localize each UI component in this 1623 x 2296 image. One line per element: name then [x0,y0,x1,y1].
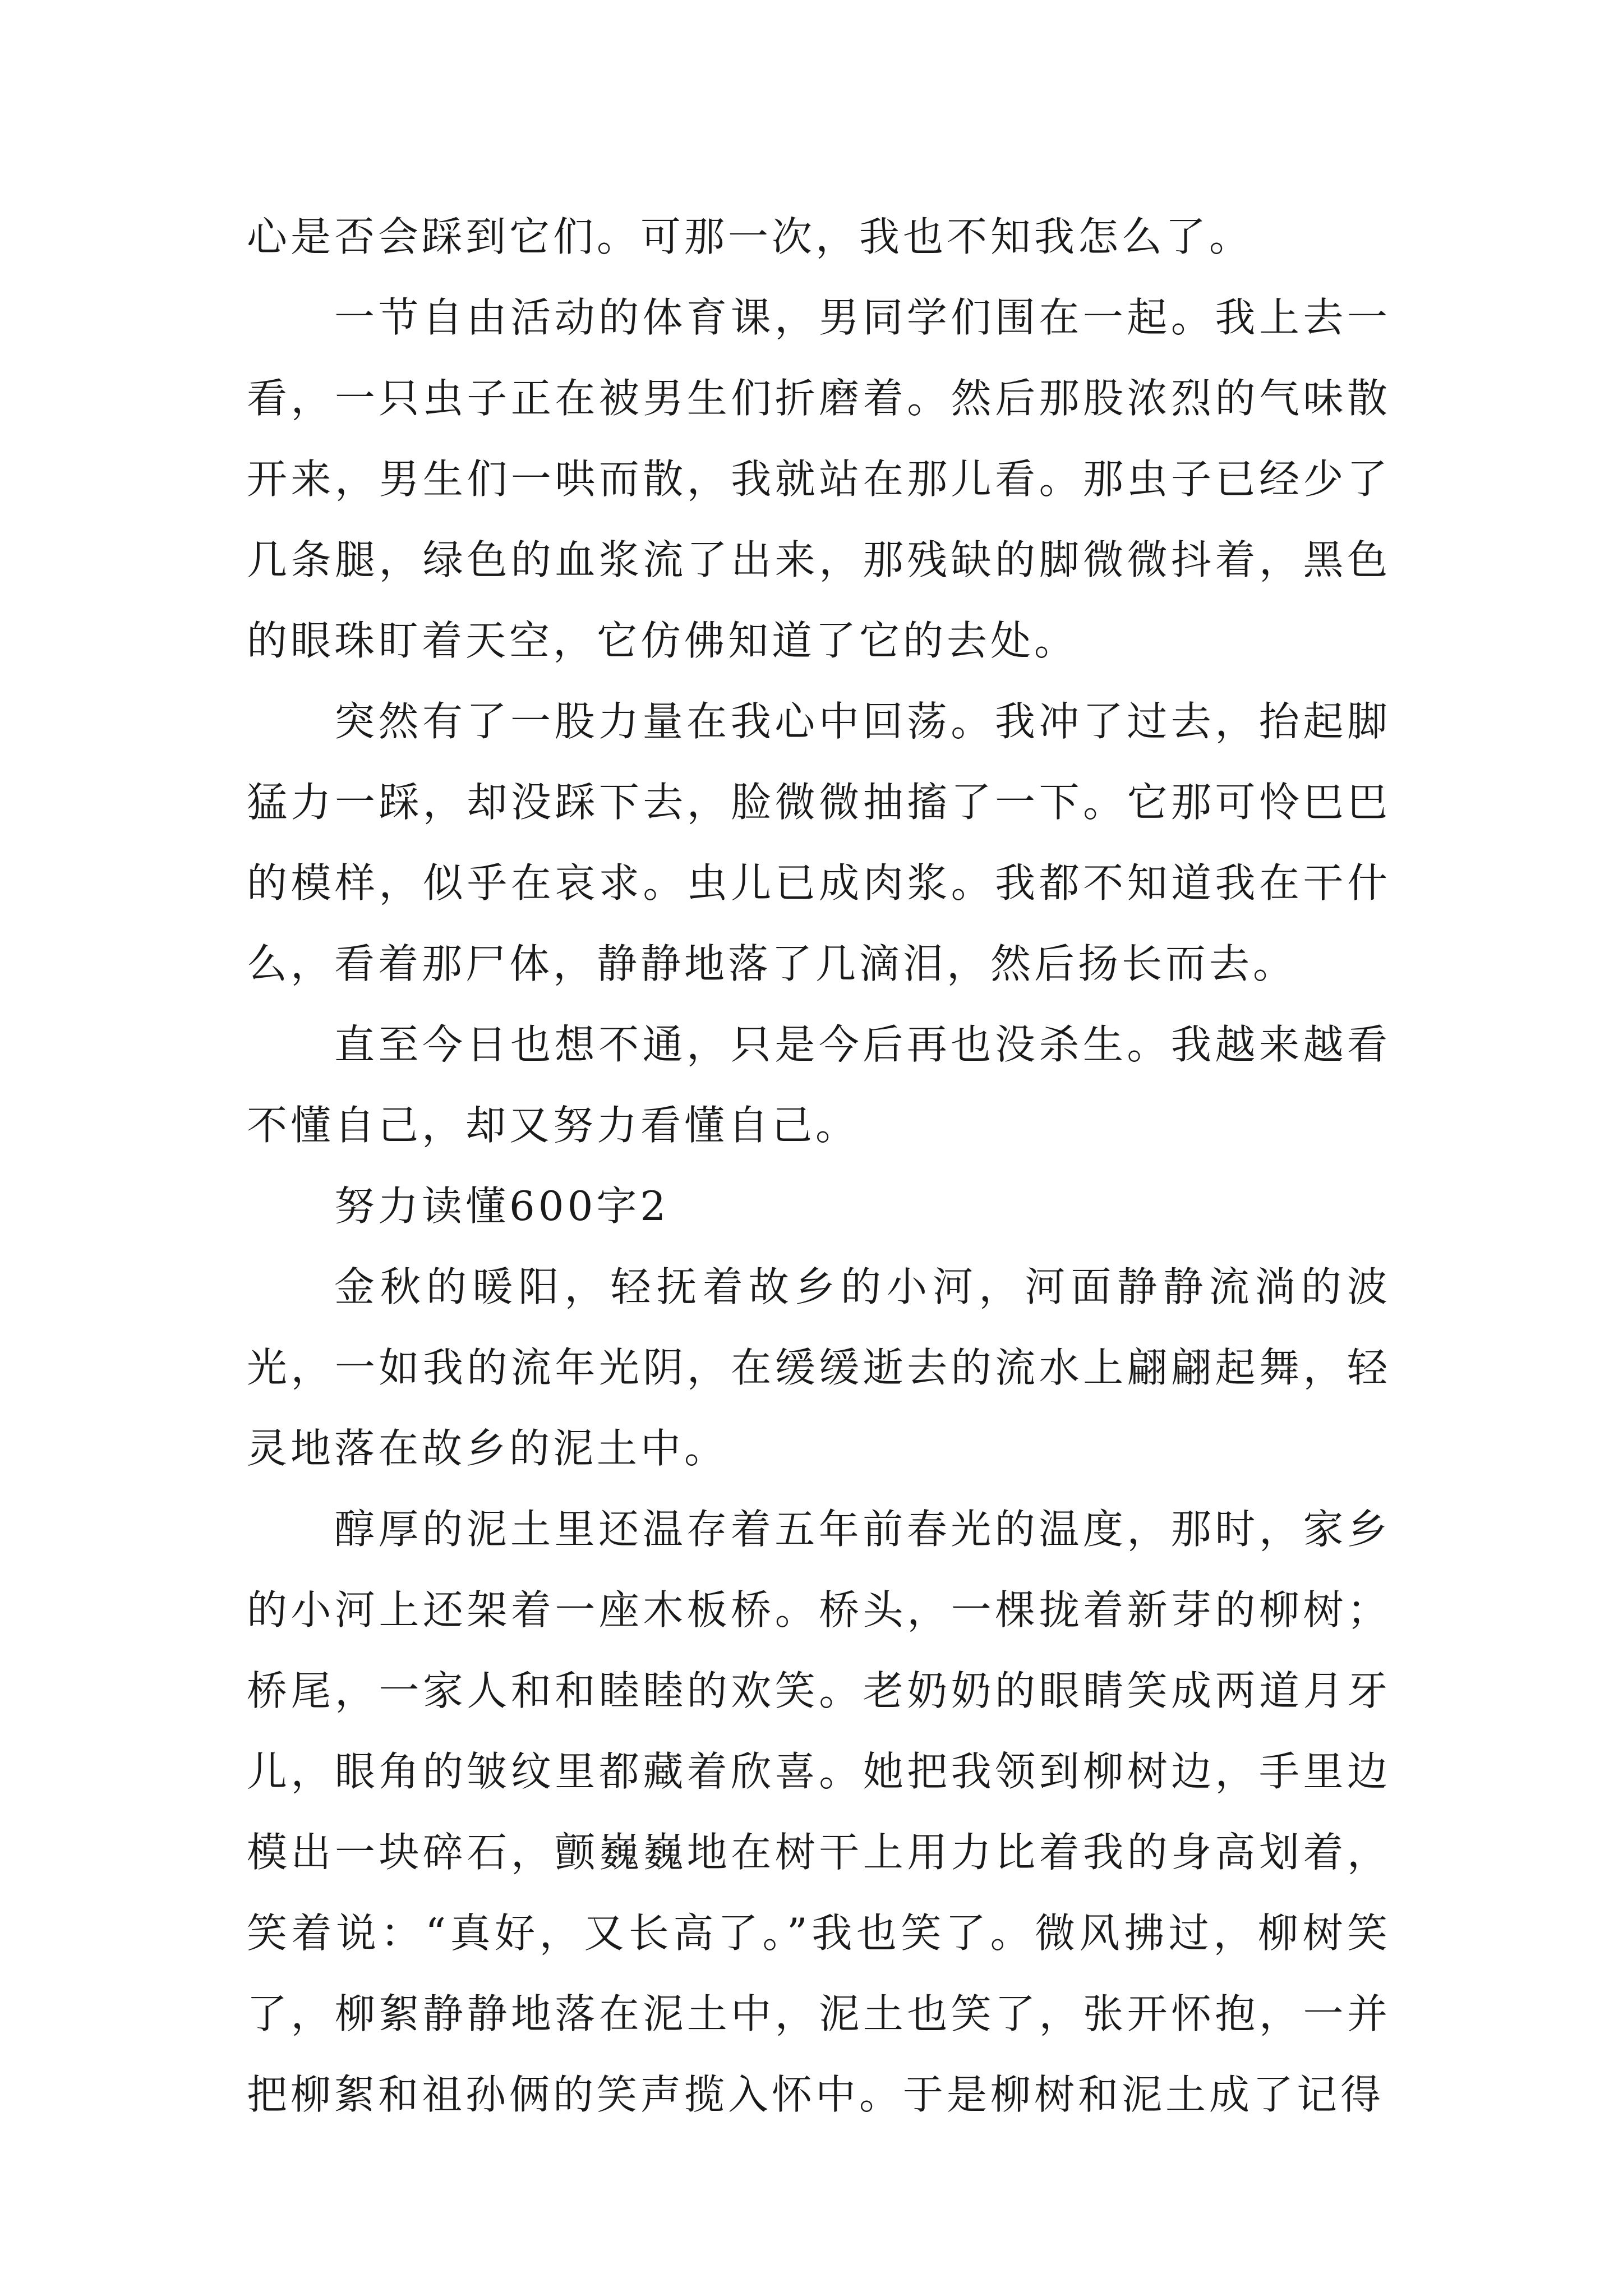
paragraph-autumn: 金秋的暖阳，轻抚着故乡的小河，河面静静流淌的波光，一如我的流年光阴，在缓缓逝去的流水上翩翩起舞，轻灵地落在故乡的泥土中。 [247,1263,1391,1472]
section-heading: 努力读懂600字2 [334,1182,670,1230]
paragraph-memory: 醇厚的泥土里还温存着五年前春光的温度，那时，家乡的小河上还架着一座木板桥。桥头，一棵拢着新芽的柳树；桥尾，一家人和和睦睦的欢笑。老奶奶的眼睛笑成两道月牙儿，眼角的皱纹里都藏着欣喜。她把我领到柳树边，手里边模出一块碎石，颤巍巍地在树干上用力比着我的身高划着，笑着说：“真好，又长高了。”我也笑了。微风拂过，柳树笑了，柳絮静静地落在泥土中，泥土也笑了，张开怀抱，一并把柳絮和祖孙俩的笑声揽入怀中。于是柳树和泥土成了记得 [247,1506,1391,2118]
paragraph-reflection: 直至今日也想不通，只是今后再也没杀生。我越来越看不懂自己，却又努力看懂自己。 [247,1021,1391,1149]
paragraph-stomp: 突然有了一股力量在我心中回荡。我冲了过去，抬起脚猛力一踩，却没踩下去，脸微微抽搐了一下。它那可怜巴巴的模样，似乎在哀求。虫儿已成肉浆。我都不知道我在干什么，看着那尸体，静静地落了几滴泪，然后扬长而去。 [247,698,1391,987]
paragraph-continuation: 心是否会踩到它们。可那一次，我也不知我怎么了。 [247,213,1253,260]
document-page [247,196,1391,2135]
paragraph-pe-class: 一节自由活动的体育课，男同学们围在一起。我上去一看，一只虫子正在被男生们折磨着。然后那股浓烈的气味散开来，男生们一哄而散，我就站在那儿看。那虫子已经少了几条腿，绿色的血浆流了出来，那残缺的脚微微抖着，黑色的眼珠盯着天空，它仿佛知道了它的去处。 [247,294,1391,664]
